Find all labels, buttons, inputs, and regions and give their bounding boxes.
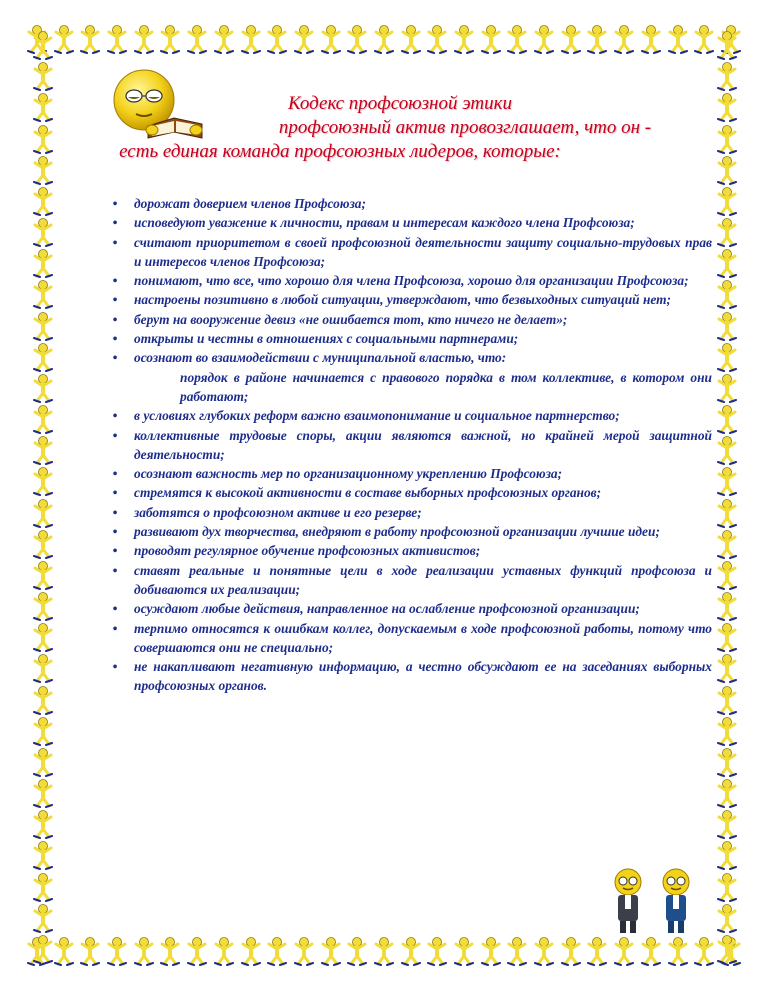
- border-figure-icon: [560, 24, 582, 54]
- bullet-dot-icon: •: [112, 504, 118, 520]
- border-figure-icon: [716, 840, 738, 870]
- border-figure-icon: [613, 24, 635, 54]
- bullet-dot-icon: •: [112, 543, 118, 559]
- border-figure-icon: [32, 716, 54, 746]
- border-figure-icon: [32, 311, 54, 341]
- border-figure-icon: [716, 92, 738, 122]
- border-figure-icon: [32, 61, 54, 91]
- border-figure-icon: [506, 936, 528, 966]
- border-figure-icon: [32, 622, 54, 652]
- list-item-text: берут на вооружение девиз «не ошибается тот, кто ничего не делает»;: [134, 311, 568, 327]
- border-figure-icon: [586, 24, 608, 54]
- border-figure-icon: [106, 936, 128, 966]
- border-figure-icon: [32, 903, 54, 933]
- border-figure-icon: [716, 747, 738, 777]
- bullet-dot-icon: •: [112, 601, 118, 617]
- border-figure-icon: [586, 936, 608, 966]
- border-figure-icon: [716, 373, 738, 403]
- border-figure-icon: [716, 342, 738, 372]
- border-figure-icon: [716, 622, 738, 652]
- border-figure-icon: [716, 778, 738, 808]
- border-figure-icon: [480, 936, 502, 966]
- list-item-text: осуждают любые действия, направленное на ослабление профсоюзной организации;: [134, 601, 640, 617]
- document-title: [100, 92, 700, 164]
- bullet-dot-icon: •: [112, 466, 118, 482]
- list-item: [110, 541, 712, 560]
- border-figure-icon: [716, 498, 738, 528]
- bullet-dot-icon: •: [112, 350, 118, 366]
- border-figure-icon: [320, 936, 342, 966]
- border-figure-icon: [716, 716, 738, 746]
- list-item-text: заботятся о профсоюзном активе и его резерве;: [134, 504, 422, 520]
- border-figure-icon: [32, 92, 54, 122]
- border-figure-icon: [79, 24, 101, 54]
- bullet-dot-icon: •: [112, 427, 118, 443]
- border-figure-icon: [716, 903, 738, 933]
- bullet-dot-icon: •: [112, 196, 118, 211]
- bottom-figure-border: [26, 934, 742, 968]
- border-figure-icon: [32, 840, 54, 870]
- bullet-dot-icon: •: [112, 562, 118, 578]
- border-figure-icon: [133, 24, 155, 54]
- list-item-text: не накапливают негативную информацию, а честно обсуждают ее на заседаниях выборных профсоюзных органов.: [134, 659, 712, 694]
- list-item: [110, 271, 712, 290]
- border-figure-icon: [453, 936, 475, 966]
- list-item: [110, 657, 712, 696]
- border-figure-icon: [716, 591, 738, 621]
- list-item-text: осознают во взаимодействии с муниципальной властью, что:: [134, 350, 507, 366]
- list-item: [110, 483, 712, 502]
- border-figure-icon: [32, 872, 54, 902]
- border-figure-icon: [716, 248, 738, 278]
- list-item: [110, 619, 712, 658]
- border-figure-icon: [716, 560, 738, 590]
- border-figure-icon: [716, 934, 738, 964]
- border-figure-icon: [32, 685, 54, 715]
- bullet-dot-icon: •: [112, 273, 118, 289]
- border-figure-icon: [32, 653, 54, 683]
- border-figure-icon: [716, 217, 738, 247]
- border-figure-icon: [716, 61, 738, 91]
- border-figure-icon: [716, 186, 738, 216]
- title-line-3: есть единая команда профсоюзных лидеров, которые:: [119, 141, 561, 162]
- border-figure-icon: [186, 936, 208, 966]
- border-figure-icon: [346, 24, 368, 54]
- border-figure-icon: [426, 24, 448, 54]
- border-figure-icon: [32, 404, 54, 434]
- border-figure-icon: [32, 342, 54, 372]
- list-item: [110, 348, 712, 406]
- border-figure-icon: [32, 279, 54, 309]
- principles-list: [110, 194, 712, 696]
- left-figure-border: [28, 30, 58, 964]
- border-figure-icon: [716, 653, 738, 683]
- list-item-text: настроены позитивно в любой ситуации, утверждают, что безвыходных ситуаций нет;: [134, 292, 672, 308]
- border-figure-icon: [266, 936, 288, 966]
- list-item-text: ставят реальные и понятные цели в ходе реализации уставных функций профсоюза и добиваются их реализации;: [134, 562, 712, 597]
- border-figure-icon: [32, 591, 54, 621]
- list-item: [110, 503, 712, 522]
- border-figure-icon: [240, 936, 262, 966]
- bullet-dot-icon: •: [112, 292, 118, 308]
- border-figure-icon: [716, 809, 738, 839]
- list-item-text: осознают важность мер по организационному укреплению Профсоюза;: [134, 466, 563, 482]
- list-item: [110, 464, 712, 483]
- border-figure-icon: [32, 934, 54, 964]
- border-figure-icon: [506, 24, 528, 54]
- list-item: [110, 194, 712, 213]
- list-item-text: дорожат доверием членов Профсоюза;: [134, 196, 366, 211]
- border-figure-icon: [213, 24, 235, 54]
- border-figure-icon: [640, 24, 662, 54]
- border-figure-icon: [32, 498, 54, 528]
- list-item: [110, 310, 712, 329]
- border-figure-icon: [32, 373, 54, 403]
- list-item-text: коллективные трудовые споры, акции являются важной, но крайней мерой защитной деятельности;: [134, 427, 712, 462]
- list-item: [110, 233, 712, 272]
- list-item-text: развивают дух творчества, внедряют в работу профсоюзной организации лучшие идеи;: [134, 524, 660, 540]
- border-figure-icon: [32, 248, 54, 278]
- list-item-text: понимают, что все, что хорошо для члена Профсоюза, хорошо для организации Профсоюза;: [134, 273, 689, 289]
- list-item-text: терпимо относятся к ошибкам коллег, допускаемым в ходе профсоюзной работы, потому что совершаются они не специально;: [134, 620, 712, 655]
- border-figure-icon: [32, 217, 54, 247]
- bullet-dot-icon: •: [112, 620, 118, 636]
- list-item: [110, 599, 712, 618]
- border-figure-icon: [533, 24, 555, 54]
- border-figure-icon: [716, 124, 738, 154]
- list-item: [110, 561, 712, 600]
- border-figure-icon: [716, 311, 738, 341]
- border-figure-icon: [32, 466, 54, 496]
- border-figure-icon: [266, 24, 288, 54]
- border-figure-icon: [480, 24, 502, 54]
- bullet-dot-icon: •: [112, 311, 118, 327]
- border-figure-icon: [213, 936, 235, 966]
- border-figure-icon: [79, 936, 101, 966]
- border-figure-icon: [186, 24, 208, 54]
- title-line-1: Кодекс профсоюзной этики: [288, 93, 512, 114]
- border-figure-icon: [133, 936, 155, 966]
- border-figure-icon: [716, 529, 738, 559]
- border-figure-icon: [613, 936, 635, 966]
- border-figure-icon: [667, 936, 689, 966]
- border-figure-icon: [32, 560, 54, 590]
- border-figure-icon: [32, 30, 54, 60]
- list-item: [110, 213, 712, 232]
- border-figure-icon: [32, 435, 54, 465]
- border-figure-icon: [32, 778, 54, 808]
- border-figure-icon: [400, 24, 422, 54]
- border-figure-icon: [716, 872, 738, 902]
- border-figure-icon: [293, 24, 315, 54]
- bullet-dot-icon: •: [112, 234, 118, 250]
- border-figure-icon: [32, 747, 54, 777]
- bullet-dot-icon: •: [112, 524, 118, 540]
- border-figure-icon: [560, 936, 582, 966]
- border-figure-icon: [159, 24, 181, 54]
- border-figure-icon: [32, 809, 54, 839]
- border-figure-icon: [293, 936, 315, 966]
- border-figure-icon: [159, 936, 181, 966]
- border-figure-icon: [640, 936, 662, 966]
- border-figure-icon: [373, 24, 395, 54]
- list-item: [110, 522, 712, 541]
- list-item-text: исповедуют уважение к личности, правам и интересам каждого члена Профсоюза;: [134, 215, 635, 231]
- bullet-dot-icon: •: [112, 215, 118, 231]
- border-figure-icon: [32, 186, 54, 216]
- list-item-text: в условиях глубоких реформ важно взаимопонимание и социальное партнерство;: [134, 408, 620, 424]
- title-line-2: профсоюзный актив провозглашает, что он -: [278, 117, 652, 138]
- list-item: [110, 426, 712, 465]
- border-figure-icon: [716, 435, 738, 465]
- border-figure-icon: [716, 155, 738, 185]
- list-item-text: считают приоритетом в своей профсоюзной деятельности защиту социально-трудовых прав и интересов членов Профсоюза;: [134, 234, 712, 269]
- border-figure-icon: [106, 24, 128, 54]
- list-item-text: стремятся к высокой активности в составе выборных профсоюзных органов;: [134, 485, 602, 501]
- border-figure-icon: [32, 529, 54, 559]
- list-item: [110, 329, 712, 348]
- bullet-dot-icon: •: [112, 408, 118, 424]
- bullet-dot-icon: •: [112, 659, 118, 675]
- list-item-subtext: порядок в районе начинается с правового порядка в том коллективе, в котором они работают;: [180, 369, 712, 404]
- border-figure-icon: [667, 24, 689, 54]
- border-figure-icon: [426, 936, 448, 966]
- list-item-text: открыты и честны в отношениях с социальными партнерами;: [134, 331, 519, 347]
- list-item-text: проводят регулярное обучение профсоюзных активистов;: [134, 543, 481, 559]
- border-figure-icon: [533, 936, 555, 966]
- border-figure-icon: [716, 466, 738, 496]
- border-figure-icon: [716, 404, 738, 434]
- bullet-dot-icon: •: [112, 485, 118, 501]
- border-figure-icon: [716, 279, 738, 309]
- two-people-icon: [606, 866, 702, 936]
- list-item: [110, 406, 712, 425]
- border-figure-icon: [373, 936, 395, 966]
- border-figure-icon: [400, 936, 422, 966]
- right-figure-border: [712, 30, 742, 964]
- top-figure-border: [26, 22, 742, 56]
- border-figure-icon: [453, 24, 475, 54]
- border-figure-icon: [320, 24, 342, 54]
- border-figure-icon: [240, 24, 262, 54]
- bullet-dot-icon: •: [112, 331, 118, 347]
- border-figure-icon: [716, 685, 738, 715]
- border-figure-icon: [716, 30, 738, 60]
- border-figure-icon: [346, 936, 368, 966]
- list-item: [110, 290, 712, 309]
